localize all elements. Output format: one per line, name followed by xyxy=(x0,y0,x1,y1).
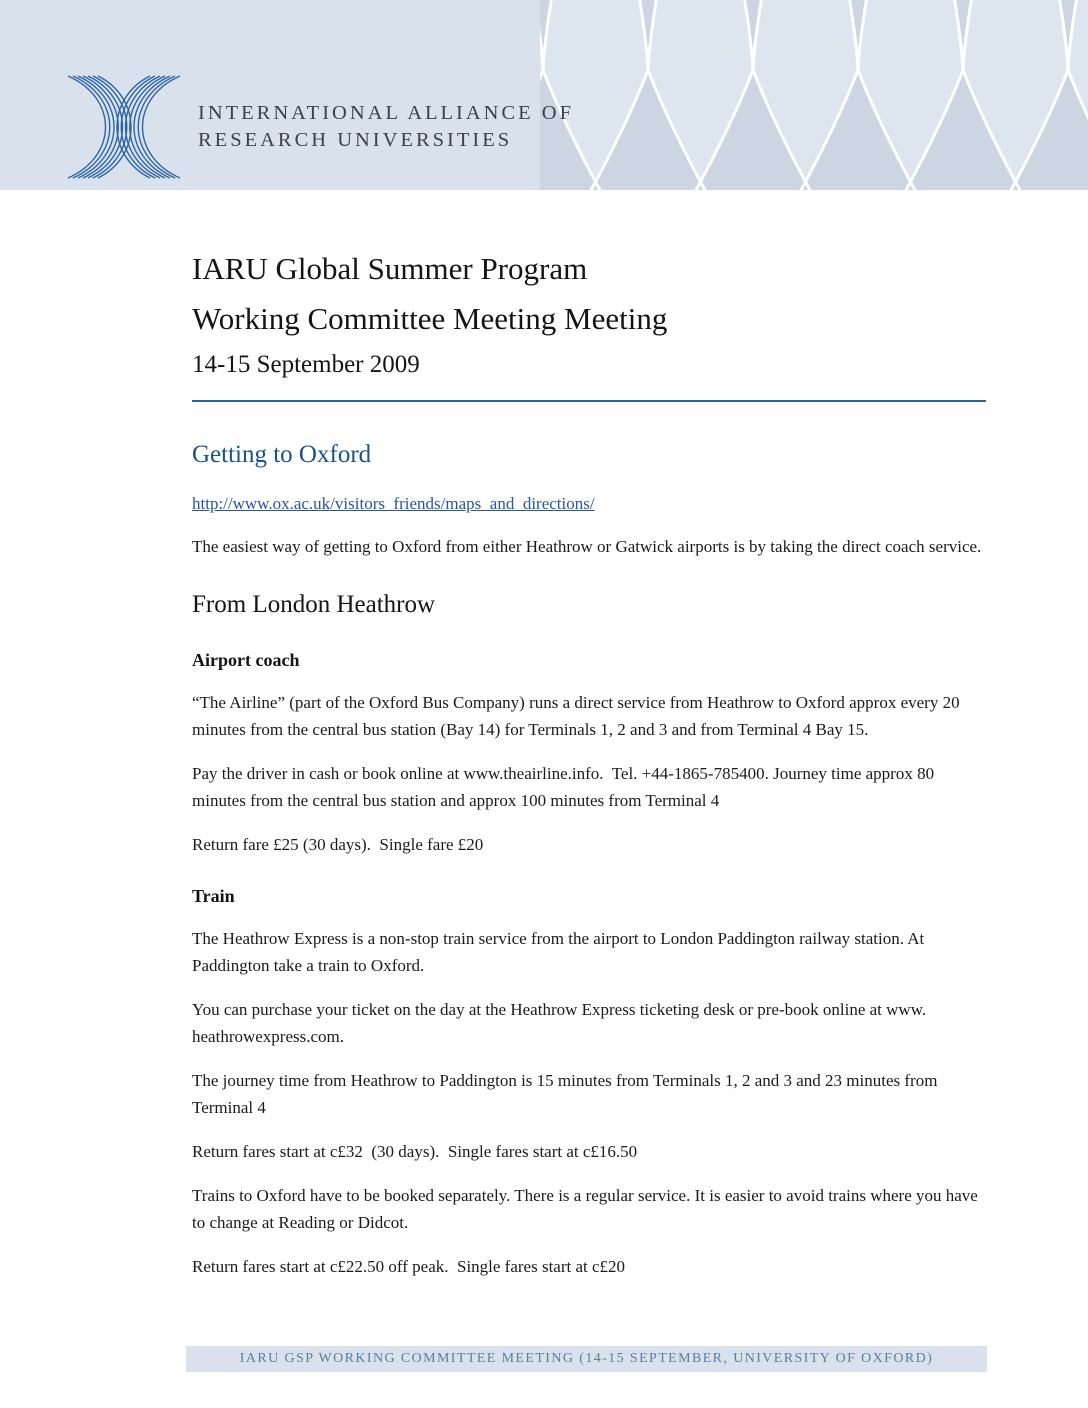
subheading-train: Train xyxy=(192,886,235,906)
getting-intro-paragraph: The easiest way of getting to Oxford from either Heathrow or Gatwick airports is by taking the direct coach service. xyxy=(192,537,982,556)
doc-title-line1: IARU Global Summer Program xyxy=(192,251,588,286)
org-name xyxy=(198,100,574,153)
maps-directions-link[interactable]: http://www.ox.ac.uk/visitors_friends/maps_and_directions/ xyxy=(192,494,595,513)
org-name-line2: RESEARCH UNIVERSITIES xyxy=(198,129,513,151)
airport-coach-paragraph-1: “The Airline” (part of the Oxford Bus Company) runs a direct service from Heathrow to Oxford approx every 20 minutes from the central bus station (Bay 14) for Terminals 1, 2 and 3 and from Terminal 4 Bay 15. xyxy=(192,693,964,739)
org-name-line1: INTERNATIONAL ALLIANCE OF xyxy=(198,102,575,125)
section-heading-from-london-heathrow: From London Heathrow xyxy=(192,591,436,618)
airport-coach-paragraph-2: Pay the driver in cash or book online at www.theairline.info. Tel. +44-1865-785400. Journey time approx 80 minutes from the central bus station and approx 100 minutes from Terminal 4 xyxy=(192,764,939,810)
train-paragraph-2: You can purchase your ticket on the day at the Heathrow Express ticketing desk or pre-book online at www. heathrowexpress.com. xyxy=(192,1000,931,1046)
airport-coach-fares: Return fare £25 (30 days). Single fare £20 xyxy=(192,835,484,854)
subheading-airport-coach: Airport coach xyxy=(192,650,300,670)
document-content xyxy=(192,244,986,1280)
doc-title-date: 14-15 September 2009 xyxy=(192,351,420,378)
footer-text: IARU GSP WORKING COMMITTEE MEETING (14-15 SEPTEMBER, UNIVERSITY OF OXFORD) xyxy=(239,1351,934,1366)
train-paragraph-1: The Heathrow Express is a non-stop train service from the airport to London Paddington railway station. At Paddington take a train to Oxford. xyxy=(192,929,929,975)
train-fares-paddington: Return fares start at c£32 (30 days). Single fares start at c£16.50 xyxy=(192,1142,638,1161)
footer-bar xyxy=(186,1346,987,1372)
title-rule xyxy=(192,400,986,402)
train-fares-oxford: Return fares start at c£22.50 off peak. Single fares start at c£20 xyxy=(192,1257,626,1276)
iaru-logo-icon xyxy=(62,70,186,184)
header-band xyxy=(0,0,1088,190)
iaru-logo xyxy=(62,70,574,184)
header-decorative-pattern-icon xyxy=(540,0,1088,190)
doc-title-line2: Working Committee Meeting Meeting xyxy=(192,301,668,336)
train-paragraph-3: The journey time from Heathrow to Paddington is 15 minutes from Terminals 1, 2 and 3 and 23 minutes from Terminal 4 xyxy=(192,1071,942,1117)
section-heading-getting-to-oxford: Getting to Oxford xyxy=(192,441,372,468)
train-paragraph-5: Trains to Oxford have to be booked separately. There is a regular service. It is easier to avoid trains where you have to change at Reading or Didcot. xyxy=(192,1186,983,1232)
